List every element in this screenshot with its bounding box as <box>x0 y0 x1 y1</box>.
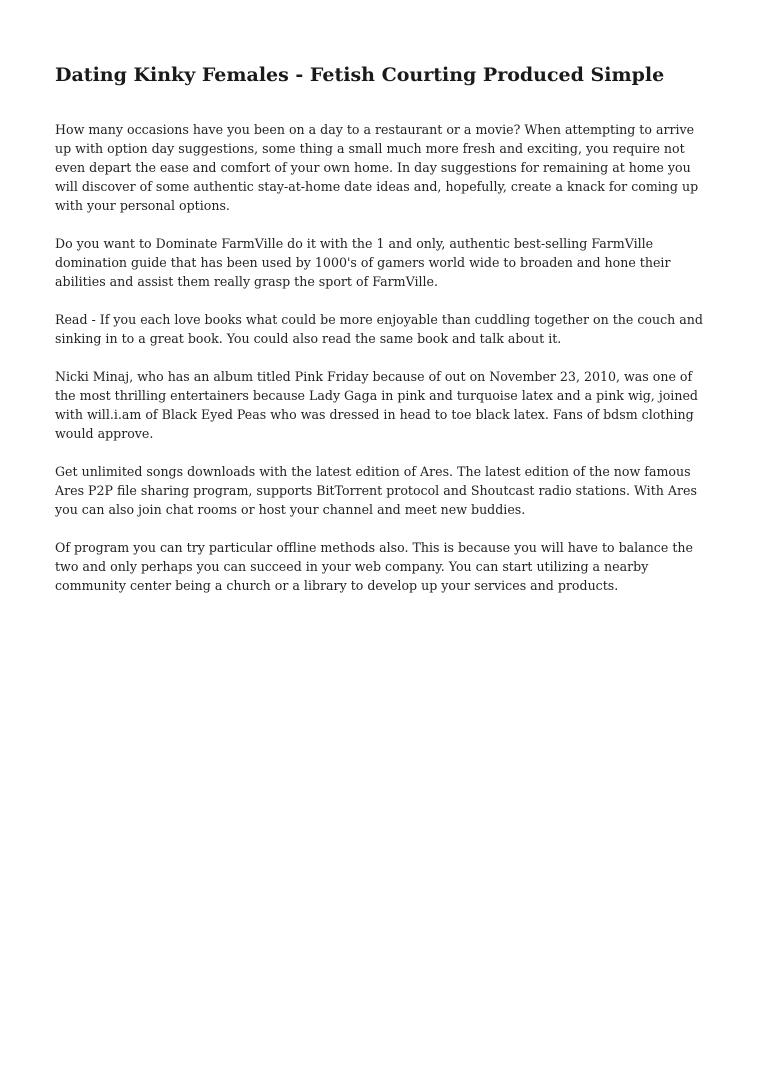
paragraph-2: Do you want to Dominate FarmVille do it with the 1 and only, authentic best-selling FarmVille domination guide that has been used by 1000's of gamers world wide to broaden and hone their abilities and assist them really grasp the sport of FarmVille. <box>55 236 671 289</box>
paragraph-1: How many occasions have you been on a day to a restaurant or a movie? When attempting to arrive up with option day suggestions, some thing a small much more fresh and exciting, you require not even depart the ease and comfort of your own home. In day suggestions for remaining at home you will discover of some authentic stay-at-home date ideas and, hopefully, create a knack for coming up with your personal options. <box>55 122 699 213</box>
paragraph-5: Get unlimited songs downloads with the latest edition of Ares. The latest edition of the now famous Ares P2P file sharing program, supports BitTorrent protocol and Shoutcast radio stations. With Ares you can also join chat rooms or host your channel and meet new buddies. <box>55 464 697 517</box>
paragraph-6: Of program you can try particular offline methods also. This is because you will have to balance the two and only perhaps you can succeed in your web company. You can start utilizing a nearby community center being a church or a library to develop up your services and products. <box>55 540 693 593</box>
document-body <box>55 120 714 595</box>
paragraph-4: Nicki Minaj, who has an album titled Pink Friday because of out on November 23, 2010, was one of the most thrilling entertainers because Lady Gaga in pink and turquoise latex and a pink wig, joined with will.i.am of Black Eyed Peas who was dressed in head to toe black latex. Fans of bdsm clothing would approve. <box>55 369 698 441</box>
document-title: Dating Kinky Females - Fetish Courting Produced Simple <box>55 64 665 86</box>
paragraph-3: Read - If you each love books what could be more enjoyable than cuddling together on the couch and sinking in to a great book. You could also read the same book and talk about it. <box>55 312 703 346</box>
